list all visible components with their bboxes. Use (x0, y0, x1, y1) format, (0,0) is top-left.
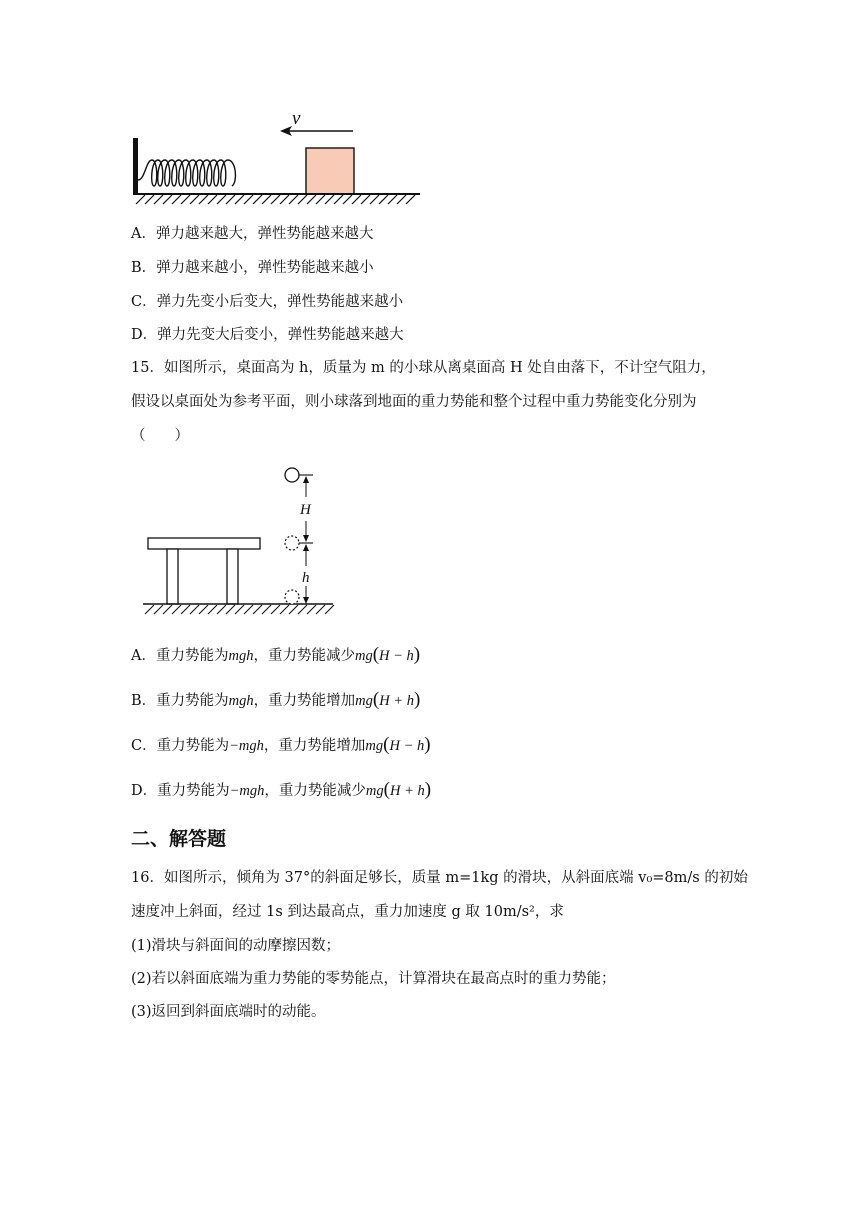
ball-top (285, 468, 299, 482)
velocity-label: v (292, 108, 301, 129)
hatch-mark (262, 605, 271, 614)
arrow-down-icon (303, 597, 309, 604)
arrow-up-icon (303, 544, 309, 551)
hatch-mark (154, 605, 163, 614)
hatch-mark (298, 605, 307, 614)
hatch-mark (280, 605, 289, 614)
ball-table-level (285, 536, 299, 550)
arrow-up-icon (303, 476, 309, 483)
hatch-mark (172, 605, 181, 614)
tabletop (148, 538, 260, 549)
q14-option-c: C．弹力先变小后变大，弹性势能越来越小 (131, 294, 404, 310)
hatch-mark (244, 605, 253, 614)
q15-option-a: A．重力势能为mgh，重力势能减少mg(H − h) (131, 644, 421, 665)
q15-option-b: B．重力势能为mgh，重力势能增加mg(H + h) (131, 689, 421, 710)
hatch-mark (190, 605, 199, 614)
q15-stem-line3: （ ） (131, 428, 189, 444)
q16-part-2: (2)若以斜面底端为重力势能的零势能点，计算滑块在最高点时的重力势能； (131, 971, 616, 987)
q15-option-d: D．重力势能为−mgh，重力势能减少mg(H + h) (131, 779, 432, 800)
hatch-mark (163, 605, 172, 614)
q14-option-d: D．弹力先变大后变小，弹性势能越来越大 (131, 327, 404, 343)
q16-stem-line2: 速度冲上斜面，经过 1s 到达最高点，重力加速度 g 取 10m/s²，求 (131, 904, 564, 920)
hatch-mark (208, 605, 217, 614)
arrow-down-icon (303, 535, 309, 542)
q15-option-c: C．重力势能为−mgh，重力势能增加mg(H − h) (131, 734, 431, 755)
hatch-mark (325, 605, 334, 614)
ball-ground (285, 590, 299, 604)
hatch-mark (253, 605, 262, 614)
q14-option-b: B．弹力越来越小，弹性势能越来越小 (131, 260, 374, 276)
hatch-mark (316, 605, 325, 614)
hatch-mark (145, 605, 154, 614)
q15-stem-line1: 15．如图所示，桌面高为 h，质量为 m 的小球从离桌面高 H 处自由落下，不计空气阻力， (131, 360, 716, 376)
hatch-mark (271, 605, 280, 614)
hatch-mark (307, 605, 316, 614)
table-leg-left (167, 549, 178, 604)
q16-part-1: (1)滑块与斜面间的动摩擦因数； (131, 938, 341, 954)
label-h: h (302, 570, 310, 586)
hatch-mark (181, 605, 190, 614)
hatch-mark (217, 605, 226, 614)
label-H: H (300, 502, 311, 518)
q15-stem-line2: 假设以桌面处为参考平面，则小球落到地面的重力势能和整个过程中重力势能变化分别为 (131, 394, 697, 410)
hatch-mark (199, 605, 208, 614)
q16-part-3: (3)返回到斜面底端时的动能。 (131, 1004, 326, 1020)
section-title: 二、解答题 (131, 828, 227, 850)
hatch-mark (235, 605, 244, 614)
hatch-mark (226, 605, 235, 614)
hatch-mark (289, 605, 298, 614)
q16-stem-line1: 16．如图所示，倾角为 37°的斜面足够长，质量 m=1kg 的滑块，从斜面底端 v₀=8m/s 的初始 (131, 870, 748, 886)
table-leg-right (227, 549, 238, 604)
ground-hatch-2 (145, 605, 334, 614)
q14-option-a: A．弹力越来越大，弹性势能越来越大 (131, 226, 374, 242)
